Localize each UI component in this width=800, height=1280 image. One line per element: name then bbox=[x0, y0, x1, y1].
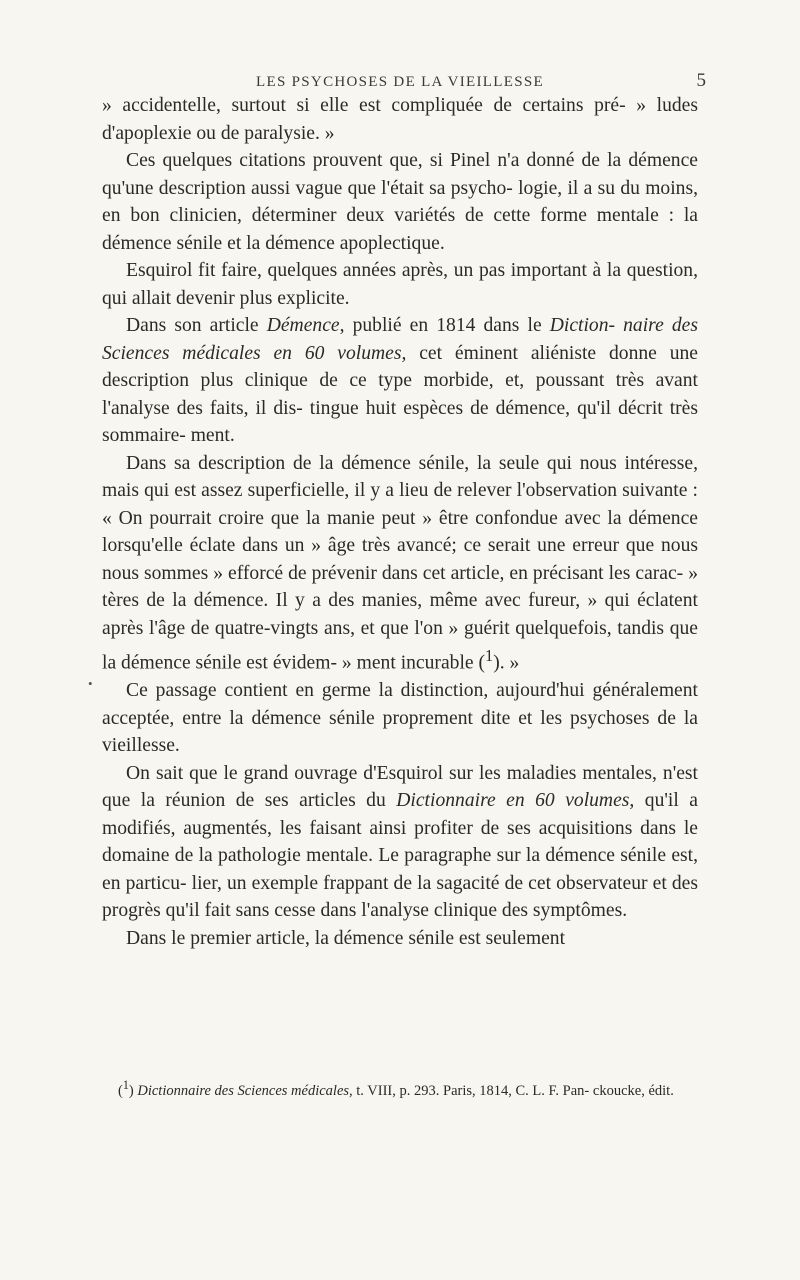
text-run: On sait que le grand ouvrage d'Esquirol sur les maladies mentales, n'est que la réunion de ses articles du bbox=[102, 762, 698, 812]
paragraph bbox=[102, 92, 698, 147]
italic-title: Diction- naire des Sciences médicales en 60 volumes, bbox=[102, 315, 698, 364]
footnote bbox=[102, 1076, 698, 1101]
text-run: t. VIII, p. 293. Paris, 1814, C. L. F. Pan- ckoucke, édit. bbox=[352, 1082, 674, 1099]
paragraph bbox=[102, 312, 698, 450]
italic-title: Dictionnaire en 60 volumes, bbox=[396, 790, 635, 812]
text-run: Dans son article bbox=[126, 315, 267, 336]
paragraph bbox=[102, 677, 698, 760]
text-run: Dans sa description de la démence sénile, la seule qui nous intéresse, mais qui est assez superficielle, il y a lieu de relever l'observation suivante : « On pourrait croire que la manie peut » être confondue avec la démence lorsqu'elle éclate dans un » âge très avancé; ce serait une erreur que nous nous sommes » efforcé de prévenir dans cet article, en précisant les carac- » tères de la démence. Il y a des manies, même avec fureur, » qui éclatent après l'âge de quatre-vingts ans, et que l'on » guérit quelquefois, tandis que la démence sénile est évidem- » ment incurable ( bbox=[102, 452, 698, 674]
text-run: ). » bbox=[493, 652, 520, 674]
text-run: Dans le premier article, la démence sénile est seulement bbox=[126, 927, 566, 949]
text-run: qu'il a modifiés, augmentés, les faisant ainsi profiter de ses acquisitions dans le domaine de la pathologie mentale. Le paragraphe sur la démence sénile est, en particu- lier, un exemple frappant de la sagacité de cet observateur et des progrès qu'il fait sans cesse dans l'analyse clinique des symptômes. bbox=[102, 790, 698, 922]
margin-speck: • bbox=[88, 676, 93, 691]
body-text bbox=[102, 92, 698, 952]
text-run: ( bbox=[118, 1082, 123, 1099]
footnote-ref: 1 bbox=[122, 1078, 129, 1092]
paragraph bbox=[102, 257, 698, 312]
text-run: Esquirol fit faire, quelques années après, un pas important à la question, qui allait devenir plus explicite. bbox=[102, 260, 698, 309]
text-run: , publié en 1814 dans le bbox=[339, 315, 550, 336]
page-number: 5 bbox=[696, 70, 706, 91]
paragraph bbox=[102, 147, 698, 257]
italic-title: Démence bbox=[266, 315, 340, 336]
paragraph bbox=[102, 760, 698, 925]
text-run: Ces quelques citations prouvent que, si Pinel n'a donné de la démence qu'une description aussi vague que l'était sa psycho- logie, il a su du moins, en bon clinicien, déterminer deux variétés de cette forme mentale : la démence sénile et la démence apoplectique. bbox=[102, 150, 698, 254]
paragraph bbox=[102, 450, 698, 678]
footnote-ref: 1 bbox=[485, 646, 494, 665]
text-run: ) bbox=[128, 1082, 138, 1099]
paragraph bbox=[102, 925, 698, 953]
running-head: LES PSYCHOSES DE LA VIEILLESSE bbox=[256, 74, 544, 90]
italic-title: Dictionnaire des Sciences médicales, bbox=[137, 1082, 353, 1099]
text-run: cet éminent aliéniste donne une description plus clinique de ce type morbide, et, poussant très avant l'analyse des faits, il dis- tingue huit espèces de démence, qu'il décrit très sommaire- ment. bbox=[102, 342, 698, 446]
footnote-text bbox=[102, 1076, 698, 1101]
text-run: » accidentelle, surtout si elle est compliquée de certains pré- » ludes d'apoplexie ou de paralysie. » bbox=[102, 95, 698, 144]
text-run: Ce passage contient en germe la distinction, aujourd'hui généralement acceptée, entre la démence sénile proprement dite et les psychoses de la vieillesse. bbox=[102, 680, 698, 757]
